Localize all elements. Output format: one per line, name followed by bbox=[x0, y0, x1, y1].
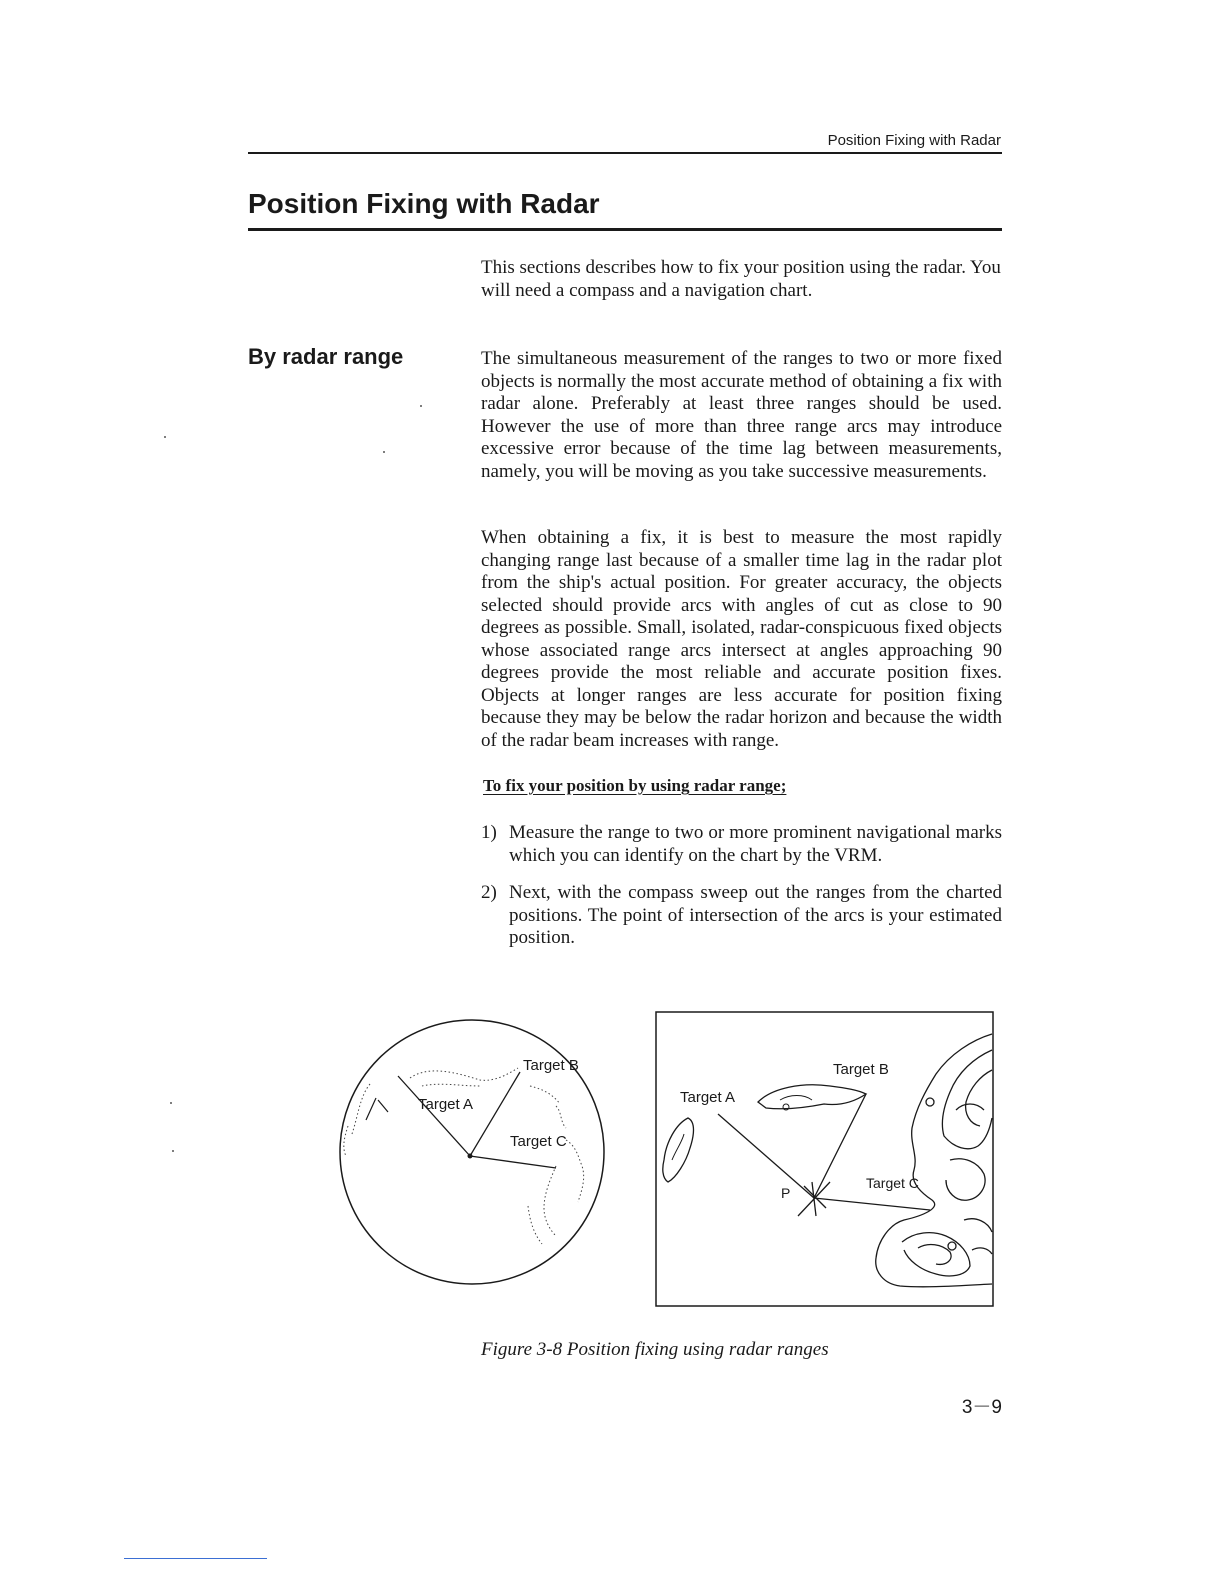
label-target-c: Target C bbox=[866, 1175, 919, 1191]
scan-speck bbox=[420, 405, 422, 407]
coastline-dots bbox=[344, 1068, 584, 1244]
body-paragraph: When obtaining a fix, it is best to measure the most rapidly changing range last because of a smaller time lag in the radar plot from the ship's actual position. For greater accuracy, the objects selected should provide arcs with angles of cut as close to 90 degrees as possible. Small, isolated, radar-conspicuous fixed objects whose associated range arcs intersect at angles approaching 90 degrees provide the most reliable and accurate position fixes. Objects at longer ranges are less accurate for position fixing because they may be below the radar horizon and because the width of the radar beam increases with range. bbox=[481, 527, 1002, 751]
section-heading: By radar range bbox=[248, 344, 404, 369]
scan-speck bbox=[164, 436, 166, 438]
step-text: Measure the range to two or more prominent navigational marks which you can identify on the chart by the VRM. bbox=[509, 822, 1002, 866]
scan-speck bbox=[172, 1150, 174, 1152]
range-line-b bbox=[814, 1094, 866, 1198]
label-point-p: P bbox=[781, 1185, 791, 1201]
left-island bbox=[663, 1118, 694, 1182]
body-paragraph: The simultaneous measurement of the ranges to two or more fixed objects is normally the most accurate method of obtaining a fix with radar alone. Preferably at least three ranges should be used. However the use of more than three range arcs may introduce excessive error because of the time lag between measurements, namely, you will be moving as you take successive measurements. bbox=[481, 348, 1002, 482]
radar-scope-figure bbox=[330, 1016, 630, 1306]
scan-speck bbox=[383, 451, 385, 453]
label-target-b: Target B bbox=[833, 1061, 889, 1078]
step-number: 2) bbox=[481, 882, 497, 903]
procedure-title: To fix your position by using radar range; bbox=[483, 776, 787, 795]
scan-speck bbox=[170, 1102, 172, 1104]
figure-caption: Figure 3-8 Position fixing using radar ranges bbox=[481, 1339, 829, 1360]
chart-frame bbox=[656, 1012, 993, 1306]
arc-crossing-3 bbox=[812, 1182, 816, 1216]
step-text: Next, with the compass sweep out the ranges from the charted positions. The point of intersection of the arcs is your estimated position. bbox=[509, 882, 1002, 948]
header-rule bbox=[248, 152, 1002, 154]
label-target-c: Target C bbox=[510, 1133, 567, 1150]
running-header: Position Fixing with Radar bbox=[827, 132, 1001, 149]
page-number: 3－9 bbox=[961, 1397, 1002, 1418]
range-line-a bbox=[398, 1076, 470, 1156]
own-ship-point bbox=[468, 1154, 473, 1159]
page-title: Position Fixing with Radar bbox=[248, 188, 600, 219]
footer-link-rule bbox=[124, 1558, 267, 1559]
procedure-step bbox=[481, 822, 1002, 867]
range-line-a bbox=[718, 1114, 814, 1198]
right-landmass bbox=[876, 1034, 992, 1287]
chart-figure bbox=[654, 1010, 996, 1310]
island-target-b bbox=[758, 1085, 866, 1109]
left-island-contour bbox=[672, 1134, 684, 1160]
step-number: 1) bbox=[481, 822, 497, 843]
label-target-a: Target A bbox=[418, 1096, 474, 1113]
label-target-b: Target B bbox=[523, 1057, 579, 1074]
procedure-step bbox=[481, 882, 1002, 950]
label-target-a: Target A bbox=[680, 1089, 736, 1106]
island-contour bbox=[780, 1096, 812, 1101]
intro-paragraph: This sections describes how to fix your position using the radar. You will need a compass and a navigation chart. bbox=[481, 257, 1001, 301]
range-line-c bbox=[814, 1198, 930, 1210]
range-line-c bbox=[470, 1156, 556, 1168]
coast-mark bbox=[366, 1098, 388, 1120]
title-rule bbox=[248, 228, 1002, 231]
